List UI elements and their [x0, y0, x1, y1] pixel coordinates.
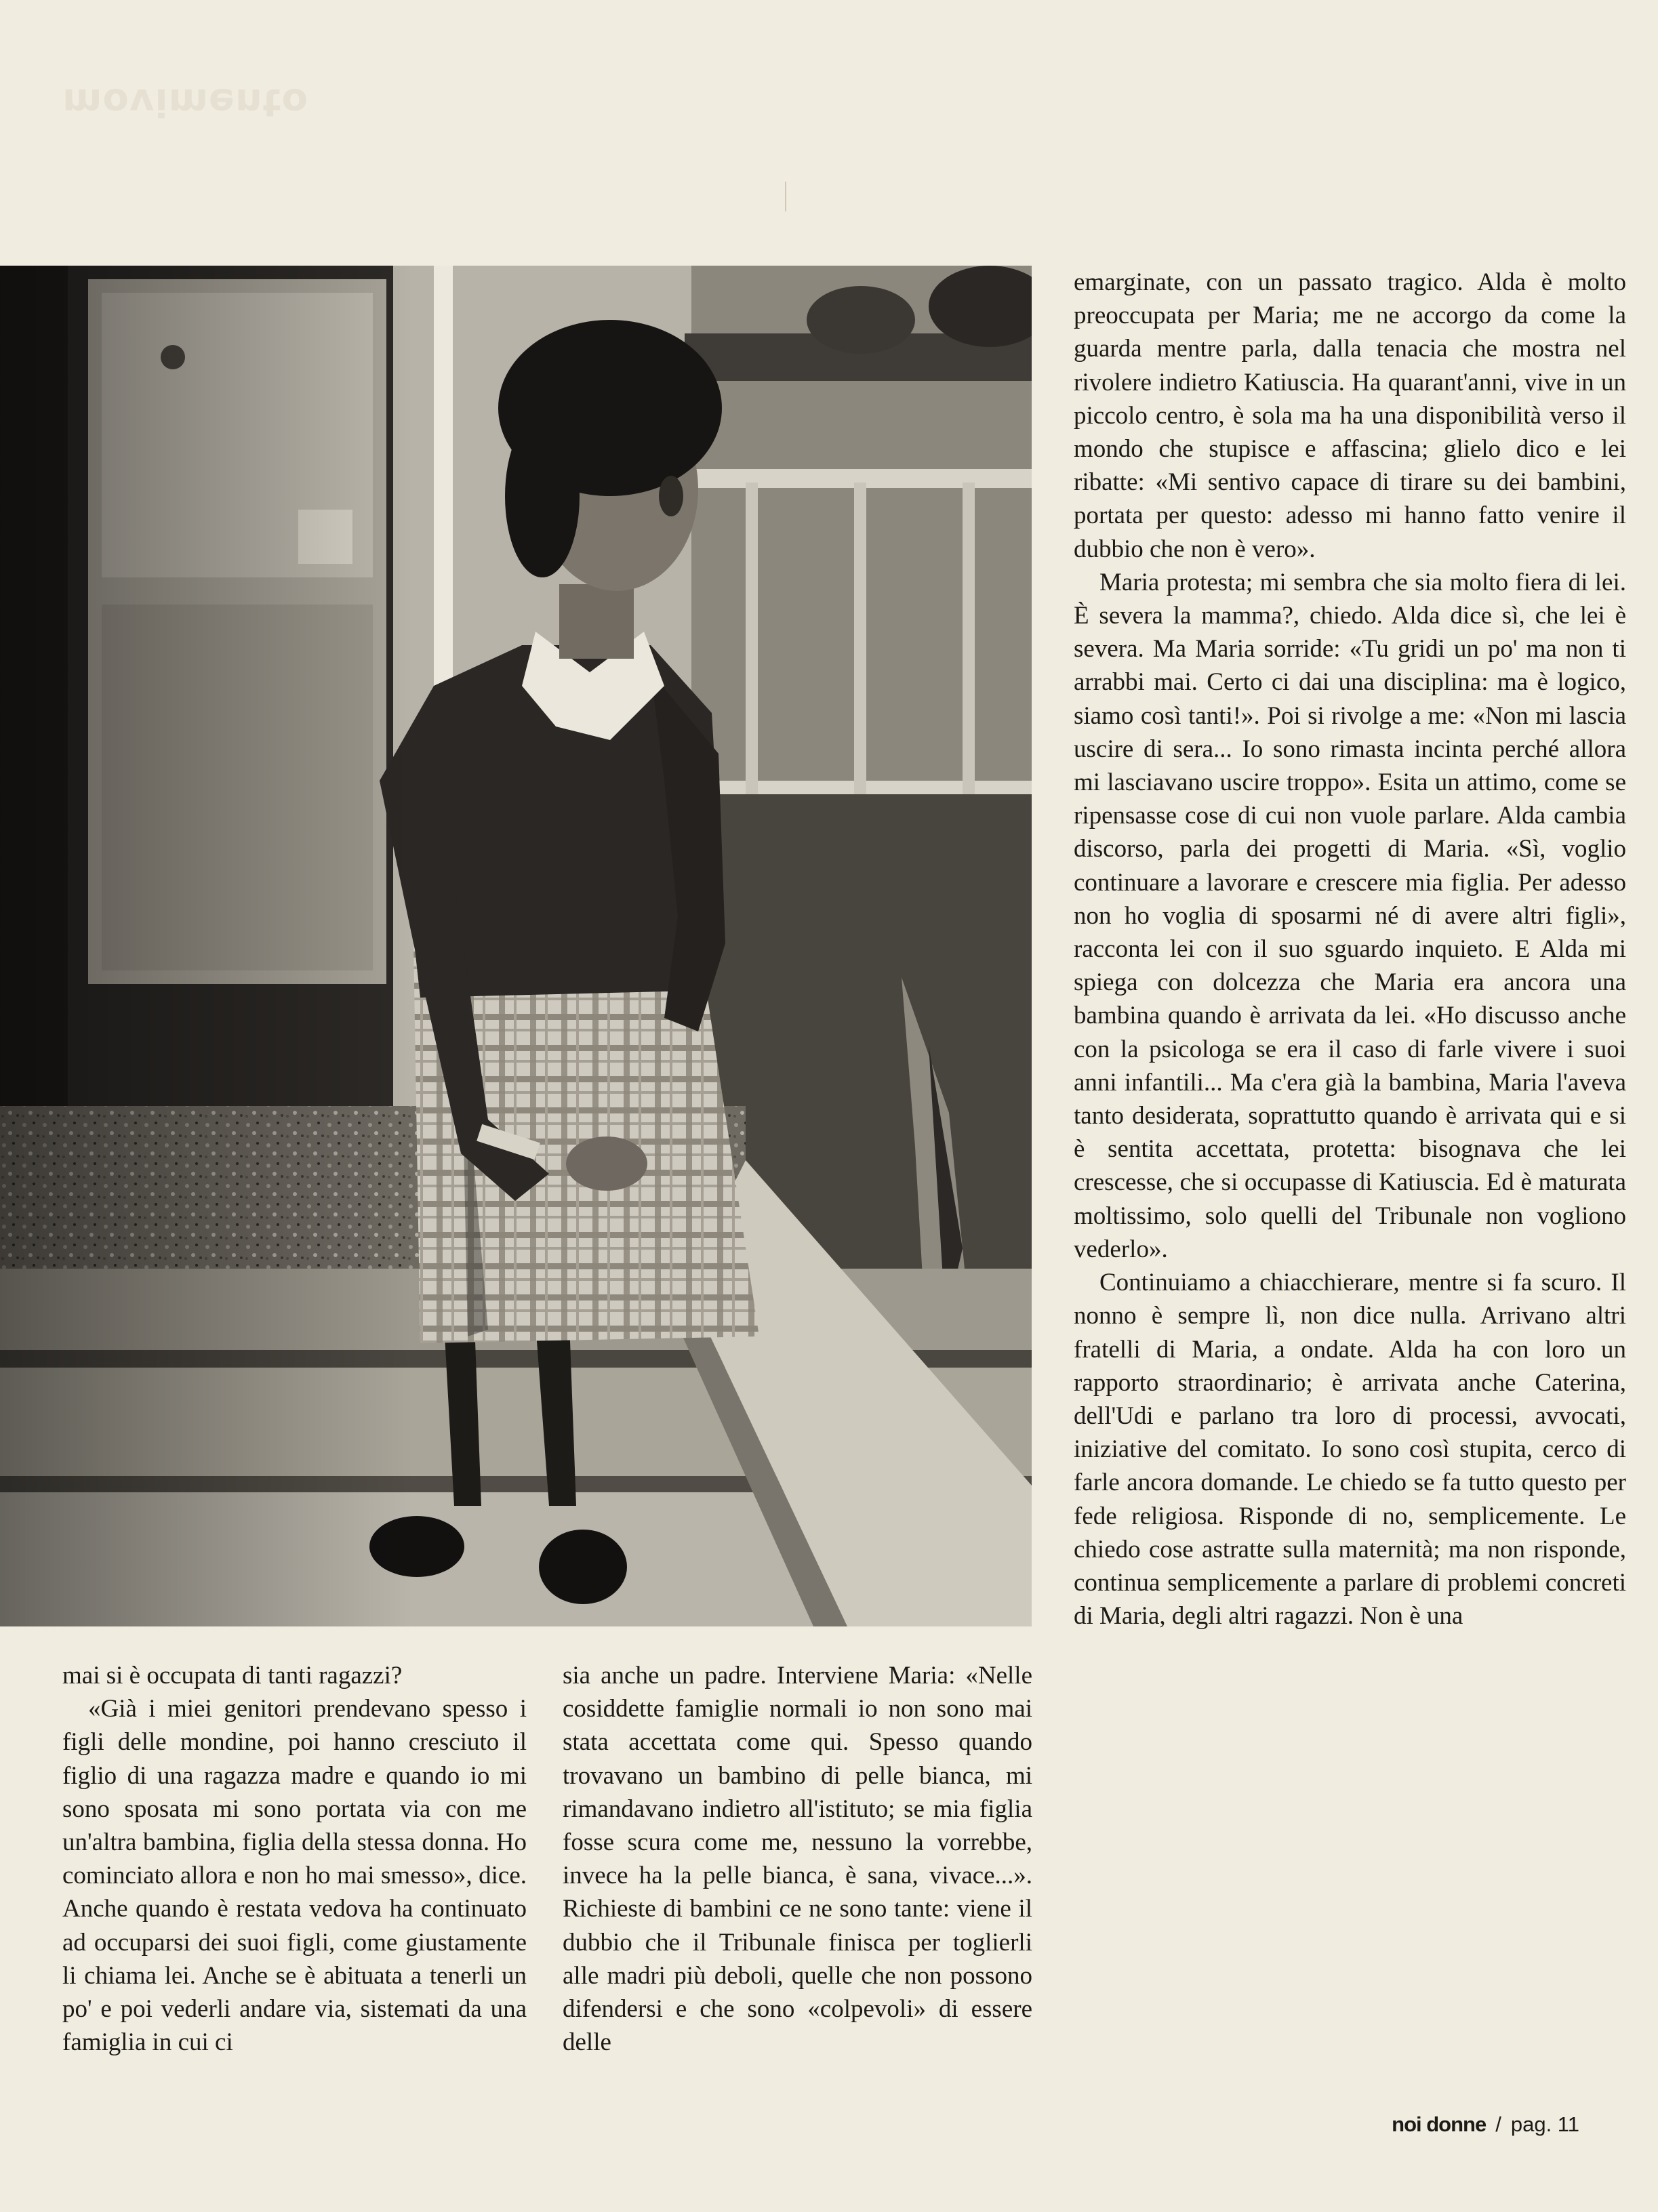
article-column-left	[62, 1659, 527, 2059]
paragraph: «Già i miei genitori prendevano spesso i figli delle mondine, poi hanno cresciuto il figlio di una ragazza madre e quando io mi sono sposata mi sono portata via con me un'altra bambina, figlia della stessa donna. Ho cominciato allora e non ho mai smesso», dice. Anche quando è restata vedova ha continuato ad occuparsi dei suoi figli, come giustamente li chiama lei. Anche se è abituata a tenerli un po' e poi vederli andare via, sistemati da una famiglia in cui ci	[62, 1695, 527, 2057]
page-number: pag. 11	[1510, 2112, 1579, 2136]
paragraph: Continuiamo a chiacchierare, mentre si fa scuro. Il nonno è sempre lì, non dice nulla. Arrivano altri fratelli di Maria, a ondate. Alda ha con loro un rapporto straordinario; è arrivata anche Caterina, dell'Udi e parlano tra loro di processi, avvocati, iniziative del comitato. Io sono così stupita, cerco di farle ancora domande. Le chiedo se fa tutto questo per fede religiosa. Risponde di no, semplicemente. Le chiedo cose astratte sulla maternità; ma non risponde, continua semplicemente a parlare di problemi concreti di Maria, degli altri ragazzi. Non è una	[1074, 1269, 1626, 1631]
mirrored-section-header: movimento	[62, 80, 308, 124]
gutter-mark	[785, 182, 786, 211]
footer-separator: /	[1495, 2112, 1501, 2136]
magazine-brand: noi donne	[1392, 2112, 1487, 2136]
paragraph: mai si è occupata di tanti ragazzi?	[62, 1662, 403, 1689]
article-photo	[0, 266, 1032, 1626]
paragraph: Maria protesta; mi sembra che sia molto fiera di lei. È severa la mamma?, chiedo. Alda dice sì, che lei è severa. Ma Maria sorride: «Tu gridi un po' ma non ti arrabbi mai. Certo ci dai una disciplina: ma è logico, siamo così tanti!». Poi si rivolge a me: «Non mi lascia uscire di sera... Io sono rimasta incinta perché allora mi lasciavano uscire troppo». Esita un attimo, come se ripensasse cose di cui non vuole parlare. Alda cambia discorso, parla dei progetti di Maria. «Sì, voglio continuare a lavorare e crescere mia figlia. Per adesso non ho voglia di sposarmi né di avere altri figli», racconta lei con il suo sguardo inquieto. E Alda mi spiega con dolcezza che Maria era ancora una bambina quando è arrivata da lei. «Ho discusso anche con la psicologa se era il caso di farle vivere i suoi anni infantili... Ma c'era già la bambina, Maria l'aveva tanto desiderata, soprattutto quando è arrivata qui e si è sentita accettata, protetta: bisognava che lei crescesse, che si occupasse di Katiuscia. Ed è maturata moltissimo, solo quelli del Tribunale non vogliono vederlo».	[1074, 568, 1626, 1263]
article-column-middle	[563, 1659, 1032, 2059]
page-footer	[1392, 2112, 1579, 2137]
article-column-right	[1074, 266, 1626, 1633]
paragraph: emarginate, con un passato tragico. Alda è molto preoccupata per Maria; me ne accorgo da come la guarda mentre parla, dalla tenacia che mostra nel rivolere indietro Katiuscia. Ha quarant'anni, vive in un piccolo centro, è sola ma ha una disponibilità verso il mondo che stupisce e affascina; glielo dico e lei ribatte: «Mi sentivo capace di tirare su dei bambini, portata per questo: adesso mi hanno fatto venire il dubbio che non è vero».	[1074, 268, 1626, 563]
paragraph: sia anche un padre. Interviene Maria: «Nelle cosiddette famiglie normali io non sono mai stata accettata come qui. Spesso quando trovavano un bambino di pelle bianca, mi rimandavano indietro all'istituto; se mia figlia fosse scura come me, nessuno la vorrebbe, invece ha la pelle bianca, è sana, vivace...». Richieste di bambini ce ne sono tante: viene il dubbio che il Tribunale finisca per toglierli alle madri più deboli, quelle che non possono difendersi e che sono «colpevoli» di essere delle	[563, 1662, 1032, 2057]
